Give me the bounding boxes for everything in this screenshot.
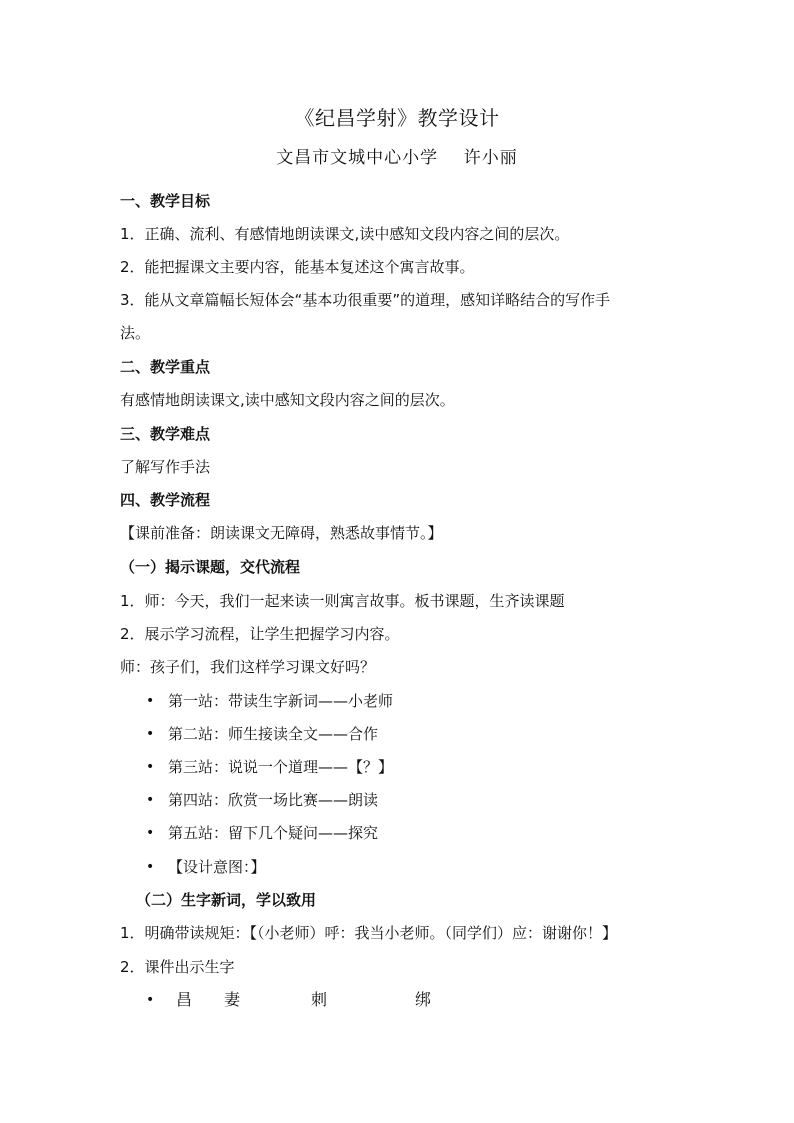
goal-item-3: 3．能从文章篇幅长短体会“基本功很重要”的道理，感知详略结合的写作手 — [120, 291, 611, 309]
difficulty-text: 了解写作手法 — [120, 458, 211, 476]
goal-item-2: 2．能把握课文主要内容，能基本复述这个寓言故事。 — [120, 258, 475, 276]
part1-line-1: 1．师：今天，我们一起来读一则寓言故事。板书课题，生齐读课题 — [120, 592, 565, 610]
character-item: 昌 — [176, 990, 193, 1009]
section-heading-difficulty: 三、教学难点 — [120, 425, 211, 443]
station-item-3: 第三站：说说一个道理——【？】 — [168, 758, 394, 776]
section-heading-key-point: 二、教学重点 — [120, 358, 211, 376]
station-item-2: 第二站：师生接读全文——合作 — [168, 725, 379, 743]
station-item-1: 第一站：带读生字新词——小老师 — [168, 692, 394, 710]
bullet-dot: • — [146, 759, 155, 775]
part2-line-2: 2．课件出示生字 — [120, 958, 235, 976]
bullet-dot: • — [146, 792, 155, 808]
process-prep-note: 【课前准备：朗读课文无障碍，熟悉故事情节。】 — [120, 524, 443, 542]
station-item-4: 第四站：欣赏一场比赛——朗读 — [168, 791, 379, 809]
section-heading-goals: 一、教学目标 — [120, 192, 211, 210]
key-point-text: 有感情地朗读课文,读中感知文段内容之间的层次。 — [120, 391, 455, 409]
character-item: 刺 — [311, 990, 328, 1009]
section-heading-process: 四、教学流程 — [120, 491, 211, 509]
subsection-heading-2: （二）生字新词，学以致用 — [136, 891, 317, 909]
design-intent-note: 【设计意图：】 — [168, 858, 266, 876]
bullet-dot: • — [146, 693, 155, 709]
bullet-dot: • — [146, 992, 155, 1008]
character-item: 妻 — [224, 990, 241, 1009]
station-item-5: 第五站：留下几个疑问——探究 — [168, 824, 379, 842]
document-author: 文昌市文城中心小学 许小丽 — [276, 148, 518, 168]
part1-line-3: 师：孩子们，我们这样学习课文好吗？ — [120, 658, 376, 676]
goal-item-3-continued: 法。 — [120, 324, 151, 342]
part1-line-2: 2．展示学习流程，让学生把握学习内容。 — [120, 625, 400, 643]
goal-item-1: 1．正确、流利、有感情地朗读课文,读中感知文段内容之间的层次。 — [120, 225, 570, 243]
subsection-heading-1: （一）揭示课题，交代流程 — [120, 558, 301, 576]
character-item: 绑 — [415, 990, 432, 1009]
document-title: 《纪昌学射》教学设计 — [294, 106, 500, 130]
bullet-dot: • — [146, 825, 155, 841]
part2-line-1: 1．明确带读规矩：【（小老师）呼：我当小老师。（同学们）应：谢谢你！】 — [120, 924, 618, 942]
bullet-dot: • — [146, 859, 155, 875]
bullet-dot: • — [146, 726, 155, 742]
